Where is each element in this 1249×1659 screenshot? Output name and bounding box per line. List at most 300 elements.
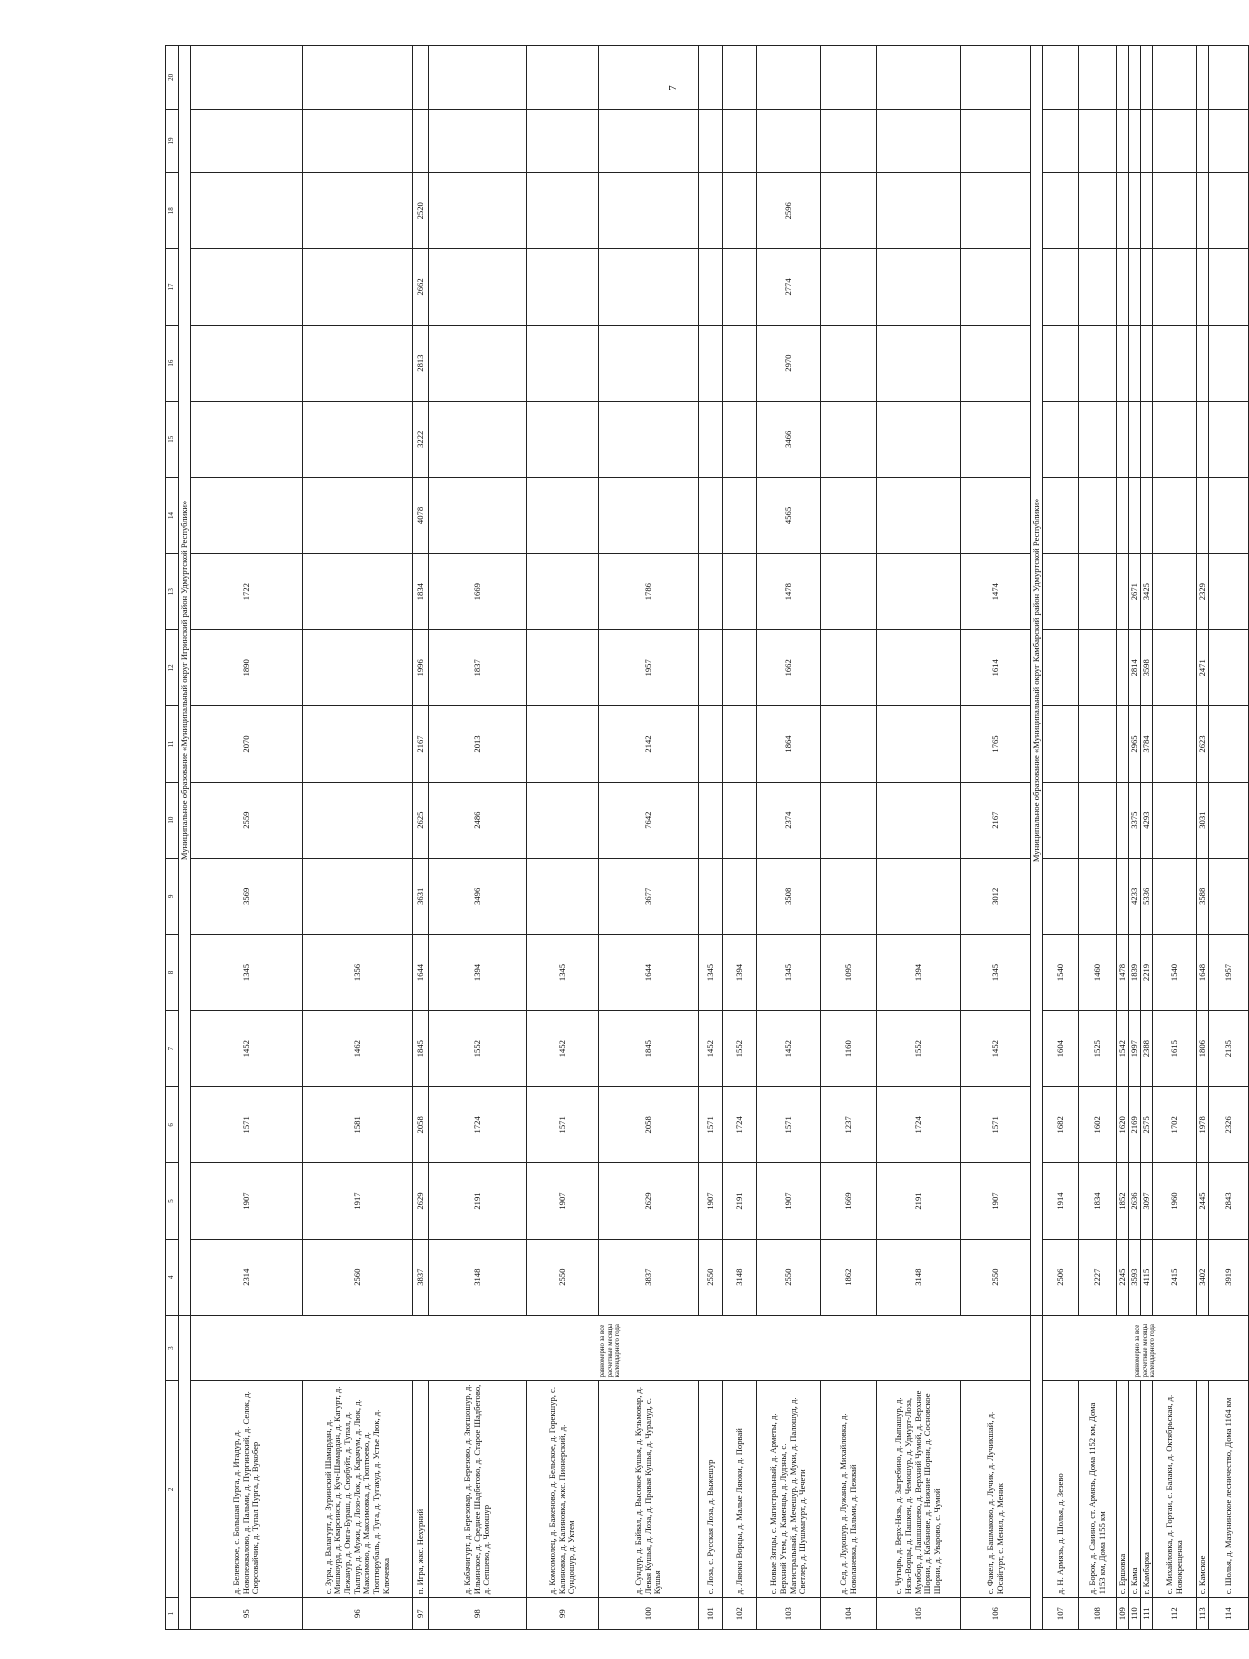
value-cell-col-9: 4233 [1129,858,1141,934]
value-cell-col-11 [877,706,961,782]
value-cell-col-9: 3496 [429,858,527,934]
value-cell-col-7: 1452 [699,1011,723,1087]
value-cell-col-12 [723,630,757,706]
value-cell-col-13 [699,554,723,630]
value-cell-col-18 [1209,173,1249,249]
value-cell-col-15 [1079,401,1117,477]
value-cell-col-7: 1452 [961,1011,1031,1087]
value-cell-col-18 [303,173,413,249]
value-cell-col-14 [1117,477,1129,553]
value-cell-col-5: 1907 [961,1163,1031,1239]
value-cell-col-6: 1702 [1153,1087,1197,1163]
value-cell-col-16 [1079,325,1117,401]
value-cell-col-8: 1356 [303,934,413,1010]
value-cell-col-19 [1117,109,1129,172]
value-cell-col-8: 2219 [1141,934,1153,1010]
value-cell-col-20 [1079,46,1117,110]
value-cell-col-6: 1571 [191,1087,303,1163]
value-cell-col-5: 1960 [1153,1163,1197,1239]
value-cell-col-8: 1394 [877,934,961,1010]
value-cell-col-4: 3402 [1197,1239,1209,1315]
value-cell-col-7: 2388 [1141,1011,1153,1087]
value-cell-col-15 [821,401,877,477]
value-cell-col-18 [1117,173,1129,249]
settlement-names: с. Чутырь, д. Верх-Нязь, д. Загребино, д. Лыпашур, д. Нязь-Ворцы, д. Пашкеи, д. Чемошур, д. Удмурт-Лоза, Мумбор, д. Лашшашево, д. Верхний Чумой, д. Верхние Шорни, д. Кабанове, д. Нижние Шорни, д. Сосновское Шорни, д. Уварово, с. Чумой [877,1381,961,1598]
value-cell-col-10: 2167 [961,782,1031,858]
column-number-10: 10 [166,782,179,858]
value-cell-col-16: 2970 [757,325,821,401]
value-cell-col-5: 2843 [1209,1163,1249,1239]
value-cell-col-14 [1141,477,1153,553]
value-cell-col-4: 2415 [1153,1239,1197,1315]
column-number-12: 12 [166,630,179,706]
value-cell-col-9 [1079,858,1117,934]
row-number: 107 [1043,1598,1079,1630]
settlement-names: с. Камское [1197,1381,1209,1598]
value-cell-col-7: 1615 [1153,1011,1197,1087]
value-cell-col-18: 2520 [413,173,429,249]
value-cell-col-10: 4293 [1141,782,1153,858]
value-cell-col-4: 3593 [1129,1239,1141,1315]
value-cell-col-18: 2596 [757,173,821,249]
value-cell-col-14 [1043,477,1079,553]
value-cell-col-18 [1129,173,1141,249]
value-cell-col-8: 1095 [821,934,877,1010]
value-cell-col-7: 1604 [1043,1011,1079,1087]
value-cell-col-13: 3425 [1141,554,1153,630]
value-cell-col-11: 2013 [429,706,527,782]
settlement-names: с. Зура, д. Валагурт, д. Зуринский Шамардан, д. Мишкоурд, д. Кварсинск, д. Куч-Шамардан, д. Кагурт, д. Лежанур, д. Омга-Бураш, д. Сюрбуйт, д. Тупал, д. Тылпур, д. Мужи, д. Лозо-Лок, д. Карачум, д. Люк, д. Максимово, д. Максимовка, д. Тюптюево, д. Тюптюрубаль, д. Туга, д. Тугакуд, д. Устье Люк, д. Ключевка [303,1381,413,1598]
value-cell-col-14 [1129,477,1141,553]
table-row [1079,46,1117,1630]
value-cell-col-12 [821,630,877,706]
value-cell-col-10: 2625 [413,782,429,858]
value-cell-col-15 [429,401,527,477]
value-cell-col-13 [877,554,961,630]
value-cell-col-5: 1907 [757,1163,821,1239]
value-cell-col-11: 3784 [1141,706,1153,782]
value-cell-col-19 [1209,109,1249,172]
value-cell-col-16 [1141,325,1153,401]
value-cell-col-5: 1852 [1117,1163,1129,1239]
settlement-names: с. Шолья, д. Мазунинское лесничество, Дома 1164 км [1209,1381,1249,1598]
value-cell-col-6: 1682 [1043,1087,1079,1163]
column-number-2: 2 [166,1381,179,1598]
value-cell-col-16 [527,325,599,401]
value-cell-col-12: 1890 [191,630,303,706]
value-cell-col-5: 2629 [599,1163,699,1239]
value-cell-col-4: 2550 [527,1239,599,1315]
value-cell-col-7: 1452 [191,1011,303,1087]
value-cell-col-6: 1571 [757,1087,821,1163]
value-cell-col-19 [757,109,821,172]
settlement-names: с. Лоза, с. Русская Лоза, д. Выжешур [699,1381,723,1598]
value-cell-col-11 [1079,706,1117,782]
value-cell-col-11: 2142 [599,706,699,782]
value-cell-col-15 [699,401,723,477]
value-cell-col-18 [723,173,757,249]
value-cell-col-15 [191,401,303,477]
value-cell-col-14 [1079,477,1117,553]
table-row [527,46,599,1630]
row-number: 105 [877,1598,961,1630]
value-cell-col-15 [1141,401,1153,477]
value-cell-col-19 [1141,109,1153,172]
value-cell-col-17 [1129,249,1141,325]
value-cell-col-4: 2245 [1117,1239,1129,1315]
value-cell-col-9: 3677 [599,858,699,934]
table-row [1209,46,1249,1630]
value-cell-col-13 [527,554,599,630]
row-number: 113 [1197,1598,1209,1630]
column-number-3: 3 [166,1315,179,1381]
value-cell-col-10: 2374 [757,782,821,858]
value-cell-col-16 [821,325,877,401]
value-cell-col-8: 1460 [1079,934,1117,1010]
value-cell-col-13: 2671 [1129,554,1141,630]
table-row [1153,46,1197,1630]
value-cell-col-13: 1786 [599,554,699,630]
value-cell-col-6: 2326 [1209,1087,1249,1163]
value-cell-col-7: 1552 [723,1011,757,1087]
value-cell-col-20 [1129,46,1141,110]
value-cell-col-17 [1209,249,1249,325]
value-cell-col-12: 1662 [757,630,821,706]
value-cell-col-15 [527,401,599,477]
table-row [699,46,723,1630]
value-cell-col-7: 1542 [1117,1011,1129,1087]
value-cell-col-14 [1197,477,1209,553]
value-cell-col-17 [877,249,961,325]
value-cell-col-16 [599,325,699,401]
value-cell-col-12 [1209,630,1249,706]
value-cell-col-4: 1862 [821,1239,877,1315]
value-cell-col-12 [1117,630,1129,706]
table-row [757,46,821,1630]
value-cell-col-6: 2169 [1129,1087,1141,1163]
value-cell-col-15 [303,401,413,477]
value-cell-col-16 [1197,325,1209,401]
value-cell-col-4: 4115 [1141,1239,1153,1315]
value-cell-col-14 [191,477,303,553]
value-cell-col-14 [723,477,757,553]
value-cell-col-18 [961,173,1031,249]
value-cell-col-12 [1153,630,1197,706]
value-cell-col-5: 2191 [877,1163,961,1239]
value-cell-col-17 [1117,249,1129,325]
value-cell-col-5: 1834 [1079,1163,1117,1239]
value-cell-col-18 [1043,173,1079,249]
value-cell-col-17 [961,249,1031,325]
settlement-names: д. Сед, д. Лудошур, д. Лужаны, д. Михайловка, д. Новоланевка, д. Пальми, д. Пежвай [821,1381,877,1598]
value-cell-col-11: 2965 [1129,706,1141,782]
value-cell-col-13: 1722 [191,554,303,630]
value-cell-col-16 [429,325,527,401]
value-cell-col-9: 5336 [1141,858,1153,934]
value-cell-col-4: 2506 [1043,1239,1079,1315]
value-cell-col-19 [303,109,413,172]
value-cell-col-4: 3919 [1209,1239,1249,1315]
section-heading-row [179,46,191,1630]
settlement-names: с. Кама [1129,1381,1141,1598]
section-heading-row [1031,46,1043,1630]
value-cell-col-13 [1079,554,1117,630]
table-row [599,46,699,1630]
value-cell-col-20 [599,46,699,110]
column-number-1: 1 [166,1598,179,1630]
value-cell-col-16 [1209,325,1249,401]
value-cell-col-6: 1620 [1117,1087,1129,1163]
column-number-20: 20 [166,46,179,110]
value-cell-col-11: 2167 [413,706,429,782]
value-cell-col-19 [1079,109,1117,172]
value-cell-col-9 [877,858,961,934]
value-cell-col-8: 1394 [723,934,757,1010]
value-cell-col-6: 1602 [1079,1087,1117,1163]
value-cell-col-9: 3631 [413,858,429,934]
value-cell-col-5: 2636 [1129,1163,1141,1239]
settlement-names: д. Кабачигурт, д. Березовар, д. Березово, д. Зюгшошур, д. Ильинское, д. Среднее Шадбегово, д. Старое Шадбегово, д. Сепшево, д. Чомошур [429,1381,527,1598]
value-cell-col-18 [429,173,527,249]
value-cell-col-17 [191,249,303,325]
value-cell-col-13 [1209,554,1249,630]
section-heading: Муниципальное образование «Муниципальный округ Камбарский район Удмуртской Республики» [1031,46,1043,1316]
value-cell-col-17 [1153,249,1197,325]
value-cell-col-15: 3222 [413,401,429,477]
value-cell-col-11 [723,706,757,782]
value-cell-col-15: 3466 [757,401,821,477]
value-cell-col-13 [1153,554,1197,630]
value-cell-col-6: 1724 [723,1087,757,1163]
value-cell-col-11 [527,706,599,782]
value-cell-col-8: 1345 [961,934,1031,1010]
value-cell-col-14 [877,477,961,553]
value-cell-col-7: 2135 [1209,1011,1249,1087]
row-number: 112 [1153,1598,1197,1630]
table-row [429,46,527,1630]
value-cell-col-9: 3508 [757,858,821,934]
value-cell-col-12: 1614 [961,630,1031,706]
value-cell-col-17 [821,249,877,325]
table-row [191,46,303,1630]
value-cell-col-10 [303,782,413,858]
value-cell-col-19 [821,109,877,172]
row-number: 114 [1209,1598,1249,1630]
value-cell-col-13: 1474 [961,554,1031,630]
settlement-names: г. Камбарка [1141,1381,1153,1598]
settlement-names: д. Н. Армязь, д. Шолья, д. Зезево [1043,1381,1079,1598]
column-number-18: 18 [166,173,179,249]
value-cell-col-17 [1141,249,1153,325]
value-cell-col-9: 3012 [961,858,1031,934]
value-cell-col-8: 1540 [1043,934,1079,1010]
value-cell-col-7: 1845 [413,1011,429,1087]
value-cell-col-11: 1864 [757,706,821,782]
value-cell-col-17 [303,249,413,325]
value-cell-col-10 [723,782,757,858]
value-cell-col-20 [429,46,527,110]
value-cell-col-18 [699,173,723,249]
row-number: 96 [303,1598,413,1630]
value-cell-col-6: 1581 [303,1087,413,1163]
value-cell-col-4: 2550 [699,1239,723,1315]
value-cell-col-20 [527,46,599,110]
table-row [1129,46,1141,1630]
value-cell-col-10 [1043,782,1079,858]
value-cell-col-9 [723,858,757,934]
value-cell-col-5: 2629 [413,1163,429,1239]
value-cell-col-14 [1209,477,1249,553]
value-cell-col-11: 1765 [961,706,1031,782]
value-cell-col-10: 2559 [191,782,303,858]
row-number: 103 [757,1598,821,1630]
value-cell-col-20 [1153,46,1197,110]
value-cell-col-7: 1452 [757,1011,821,1087]
table-row [1117,46,1129,1630]
value-cell-col-13: 2329 [1197,554,1209,630]
value-cell-col-10 [821,782,877,858]
value-cell-col-8: 1644 [413,934,429,1010]
value-cell-col-4: 3148 [723,1239,757,1315]
value-cell-col-20 [1209,46,1249,110]
value-cell-col-16: 2813 [413,325,429,401]
value-cell-col-4: 3148 [877,1239,961,1315]
value-cell-col-8: 1839 [1129,934,1141,1010]
value-cell-col-17 [429,249,527,325]
value-cell-col-13 [1117,554,1129,630]
value-cell-col-5: 1907 [527,1163,599,1239]
value-cell-col-5: 1907 [191,1163,303,1239]
value-cell-col-9: 3569 [191,858,303,934]
value-cell-col-7: 1462 [303,1011,413,1087]
settlement-names: с. Ершовка [1117,1381,1129,1598]
value-cell-col-16 [1129,325,1141,401]
table-row [1197,46,1209,1630]
value-cell-col-18 [599,173,699,249]
value-cell-col-13: 1669 [429,554,527,630]
value-cell-col-7: 1806 [1197,1011,1209,1087]
value-cell-col-7: 1160 [821,1011,877,1087]
value-cell-col-9 [1043,858,1079,934]
value-cell-col-15 [961,401,1031,477]
value-cell-col-7: 1997 [1129,1011,1141,1087]
value-cell-col-11 [821,706,877,782]
value-cell-col-17: 2774 [757,249,821,325]
section-heading: Муниципальное образование «Муниципальный округ Игринский район Удмуртской Республики» [179,46,191,1316]
value-cell-col-19 [1197,109,1209,172]
table-row [821,46,877,1630]
value-cell-col-18 [1079,173,1117,249]
value-cell-col-6: 1724 [877,1087,961,1163]
value-cell-col-4: 2560 [303,1239,413,1315]
column-number-5: 5 [166,1163,179,1239]
value-cell-col-8: 1540 [1153,934,1197,1010]
column-number-7: 7 [166,1011,179,1087]
value-cell-col-7: 1552 [877,1011,961,1087]
value-cell-col-8: 1345 [527,934,599,1010]
value-cell-col-13: 1478 [757,554,821,630]
table-rotated-container [165,45,1233,1630]
value-cell-col-6: 2058 [413,1087,429,1163]
value-cell-col-10 [1209,782,1249,858]
value-cell-col-11 [303,706,413,782]
value-cell-col-6: 2058 [599,1087,699,1163]
value-cell-col-12 [303,630,413,706]
row-number: 104 [821,1598,877,1630]
settlement-names: д. Борок, д. Саиино, ст. Армязь, Дома 1152 км, Дома 1153 км, Дома 1155 км [1079,1381,1117,1598]
value-cell-col-17 [599,249,699,325]
value-cell-col-10 [527,782,599,858]
settlement-names: д. Белевское, с. Большая Пурга, д. Итадур, д. Новопежвалово, д. Пальми, д. Пургинский, д. Селок, д. Сюрсовайчик, д. Тупал Пурга, д. Вукобер [191,1381,303,1598]
value-cell-col-20 [413,46,429,110]
table-row [961,46,1031,1630]
value-cell-col-20 [191,46,303,110]
value-cell-col-4: 3148 [429,1239,527,1315]
value-cell-col-20 [303,46,413,110]
value-cell-col-19 [723,109,757,172]
value-cell-col-10 [877,782,961,858]
row-number: 97 [413,1598,429,1630]
value-cell-col-20 [961,46,1031,110]
settlement-names: с. Новые Зятцы, с. Магистральный, д. Арметы, д. Верхний Утем, д. Каменцы, д. Лудзны, с. Магистральный, д. Мечешур, д. Муки, д. Палошуд, д. Светлер, д. Шушмагурт, д. Чечети [757,1381,821,1598]
value-cell-col-9 [821,858,877,934]
column-number-11: 11 [166,706,179,782]
value-cell-col-12 [527,630,599,706]
value-cell-col-13 [303,554,413,630]
value-cell-col-20 [877,46,961,110]
settlement-names: д. Комсомолец, д. Баженово, д. Бельское, д. Горекшур, с. Калиновка, д. Калиновка, жкс. Пионерский, д. Сундошур, д. Уктем [527,1381,599,1598]
value-cell-col-16 [699,325,723,401]
value-cell-col-18 [1153,173,1197,249]
value-cell-col-9 [1209,858,1249,934]
value-cell-col-14 [527,477,599,553]
value-cell-col-12 [877,630,961,706]
row-number: 100 [599,1598,699,1630]
value-cell-col-12: 1996 [413,630,429,706]
page-number: 7 [666,85,679,91]
value-cell-col-14: 4565 [757,477,821,553]
value-cell-col-20 [699,46,723,110]
value-cell-col-14 [961,477,1031,553]
value-cell-col-9 [303,858,413,934]
table-row [303,46,413,1630]
value-cell-col-16 [1043,325,1079,401]
value-cell-col-5: 1669 [821,1163,877,1239]
value-cell-col-18 [877,173,961,249]
value-cell-col-8: 1644 [599,934,699,1010]
row-number: 106 [961,1598,1031,1630]
value-cell-col-17 [1079,249,1117,325]
row-number: 98 [429,1598,527,1630]
value-cell-col-16 [961,325,1031,401]
value-cell-col-10: 3375 [1129,782,1141,858]
value-cell-col-5: 2191 [723,1163,757,1239]
value-cell-col-6: 1571 [961,1087,1031,1163]
value-cell-col-17 [527,249,599,325]
value-cell-col-11: 2070 [191,706,303,782]
payment-schedule-note: равномерно за все расчетные месяцы календарного года [1043,1315,1249,1381]
row-number: 111 [1141,1598,1153,1630]
value-cell-col-9: 3588 [1197,858,1209,934]
value-cell-col-15 [1043,401,1079,477]
value-cell-col-13 [723,554,757,630]
row-number: 110 [1129,1598,1141,1630]
row-number: 99 [527,1598,599,1630]
value-cell-col-6: 1571 [699,1087,723,1163]
value-cell-col-11 [699,706,723,782]
value-cell-col-4: 3837 [413,1239,429,1315]
value-cell-col-12: 1957 [599,630,699,706]
